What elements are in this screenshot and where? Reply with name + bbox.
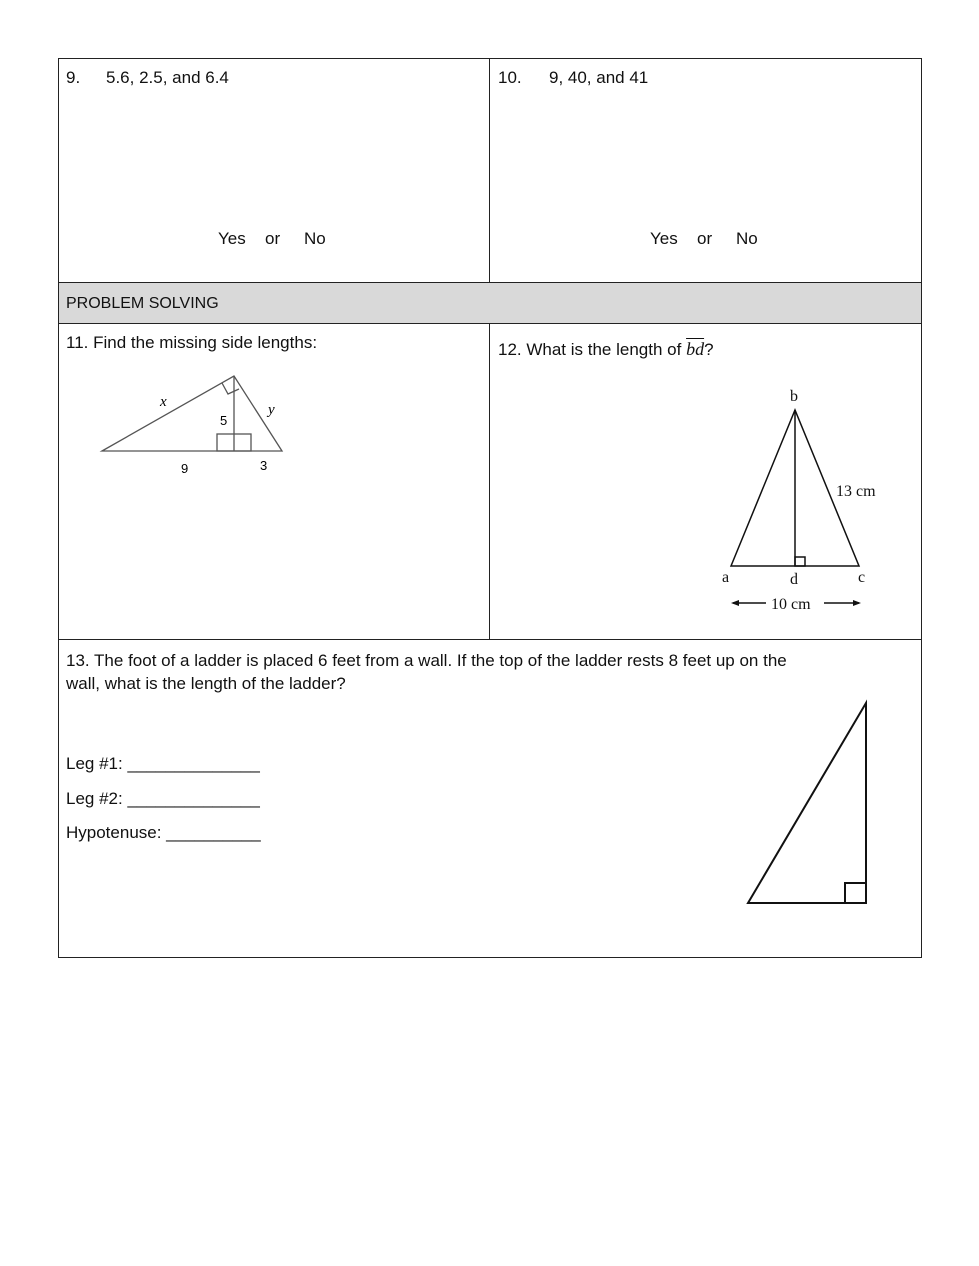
q9-text: 5.6, 2.5, and 6.4 <box>106 68 229 87</box>
q12-label-side: 13 cm <box>836 483 876 500</box>
leg2-answer[interactable]: Leg #2: ______________ <box>66 789 260 808</box>
q10-text: 9, 40, and 41 <box>549 68 649 87</box>
q13-right-triangle <box>748 703 866 903</box>
q12-label-d: d <box>790 571 798 588</box>
q11-label-5: 5 <box>220 413 228 428</box>
q9-no[interactable]: No <box>304 229 326 248</box>
q11-label-9: 9 <box>181 461 189 476</box>
q10-number: 10. <box>498 68 522 87</box>
q13-text-line2: wall, what is the length of the ladder? <box>66 674 346 693</box>
q12-label-c: c <box>858 569 866 586</box>
q11-label-x: x <box>160 394 167 410</box>
q12-text <box>498 339 714 360</box>
q12-prompt: 12. What is the length of <box>498 340 687 359</box>
q11-text: 11. Find the missing side lengths: <box>66 333 318 352</box>
q12-question-mark: ? <box>704 340 714 359</box>
q12-label-a: a <box>722 569 730 586</box>
q10-no[interactable]: No <box>736 229 758 248</box>
segment-bd: $\overline{bd}$ <box>686 339 705 359</box>
leg1-answer[interactable]: Leg #1: ______________ <box>66 754 260 773</box>
q10-or: or <box>697 229 713 248</box>
section-title: PROBLEM SOLVING <box>66 295 219 312</box>
q11-label-3: 3 <box>260 458 268 473</box>
q9-or: or <box>265 229 281 248</box>
q9-yes[interactable]: Yes <box>218 229 246 248</box>
q9-number: 9. <box>66 68 81 87</box>
q11-label-y: y <box>268 402 275 418</box>
q12-label-base: 10 cm <box>771 596 811 613</box>
hypotenuse-answer[interactable]: Hypotenuse: __________ <box>66 823 261 842</box>
q10-yes[interactable]: Yes <box>650 229 678 248</box>
q13-text-line1: 13. The foot of a ladder is placed 6 feet from a wall. If the top of the ladder rests 8 feet up on the <box>66 651 787 670</box>
q12-label-b: b <box>790 388 798 405</box>
